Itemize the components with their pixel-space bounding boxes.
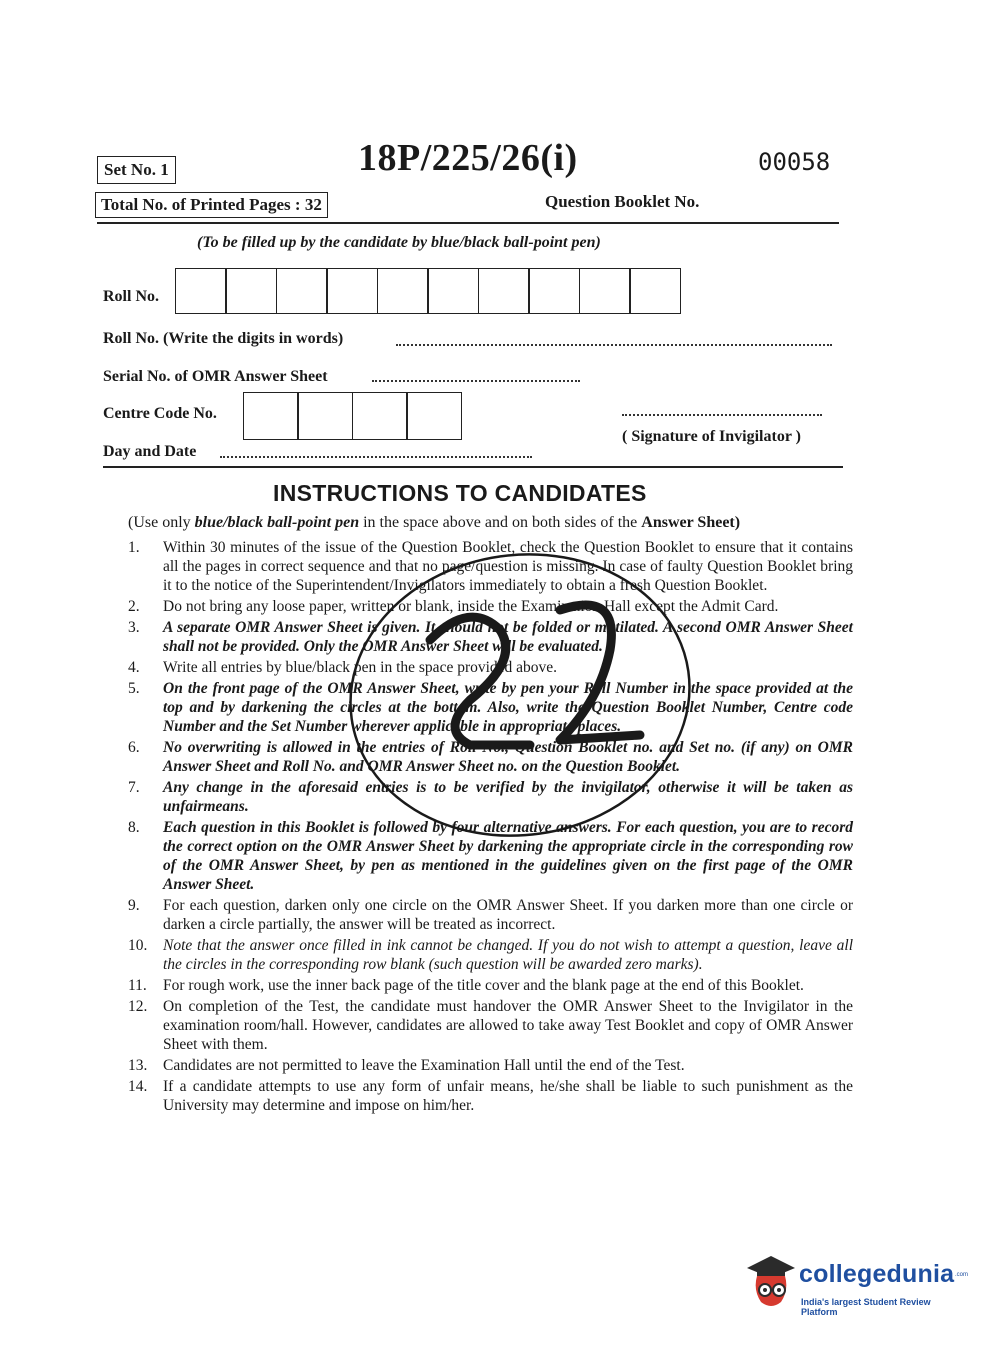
instruction-item bbox=[128, 1077, 853, 1115]
instruction-text: Write all entries by blue/black pen in the space provided above. bbox=[163, 659, 558, 676]
instruction-text: Do not bring any loose paper, written or blank, inside the Examination Hall except the Admit Card. bbox=[163, 598, 779, 615]
instructions-heading: INSTRUCTIONS TO CANDIDATES bbox=[273, 480, 647, 506]
instruction-number: 12. bbox=[128, 998, 148, 1015]
roll-no-boxes[interactable] bbox=[176, 268, 681, 314]
centre-code-boxes[interactable] bbox=[244, 392, 462, 440]
roll-in-words-label: Roll No. (Write the digits in words) bbox=[103, 330, 344, 347]
instruction-item bbox=[128, 818, 853, 894]
instruction-number: 9. bbox=[128, 897, 140, 914]
instruction-number: 10. bbox=[128, 937, 148, 954]
roll-digit-box[interactable] bbox=[579, 268, 631, 314]
mascot-icon bbox=[743, 1252, 799, 1312]
instruction-number: 1. bbox=[128, 539, 140, 556]
roll-digit-box[interactable] bbox=[175, 268, 227, 314]
fill-instruction-note: (To be filled up by the candidate by blue/black ball-point pen) bbox=[197, 234, 601, 251]
instruction-item bbox=[128, 658, 853, 677]
instruction-number: 6. bbox=[128, 739, 140, 756]
instruction-item bbox=[128, 738, 853, 776]
instruction-text: On the front page of the OMR Answer Sheet, write by pen your Roll Number in the space provided at the top and by darkening the circles at the bottom. Also, write the Question Booklet Number, Centre code Number and the Set Number wherever applicable in appropriate places. bbox=[163, 680, 853, 735]
instruction-item bbox=[128, 936, 853, 974]
booklet-number: 00058 bbox=[758, 148, 831, 176]
instruction-number: 14. bbox=[128, 1078, 148, 1095]
printed-pages-count: Total No. of Printed Pages : 32 bbox=[95, 192, 328, 218]
instruction-text: Each question in this Booklet is followed by four alternative answers. For each question, you are to record the correct option on the OMR Answer Sheet by darkening the appropriate circle in the corresponding row of the OMR Answer Sheet, by pen as mentioned in the guidelines given on the first page of the OMR Answer Sheet. bbox=[163, 819, 853, 893]
instructions-preamble bbox=[128, 514, 740, 532]
signature-field[interactable] bbox=[622, 414, 822, 416]
instruction-number: 11. bbox=[128, 977, 147, 994]
roll-digit-box[interactable] bbox=[377, 268, 429, 314]
instruction-item bbox=[128, 997, 853, 1054]
instruction-text: If a candidate attempts to use any form of unfair means, he/she shall be liable to such punishment as the University may determine and impose on him/her. bbox=[163, 1078, 853, 1114]
instruction-item bbox=[128, 1056, 853, 1075]
instruction-number: 8. bbox=[128, 819, 140, 836]
omr-serial-field[interactable] bbox=[372, 380, 580, 382]
instruction-item bbox=[128, 976, 853, 995]
instruction-text: Note that the answer once filled in ink cannot be changed. If you do not wish to attempt a question, leave all the circles in the corresponding row blank (such question will be awarded zero marks). bbox=[163, 937, 853, 973]
instruction-text: Candidates are not permitted to leave the Examination Hall until the end of the Test. bbox=[163, 1057, 685, 1074]
instruction-item bbox=[128, 896, 853, 934]
instruction-number: 5. bbox=[128, 680, 140, 697]
roll-digit-box[interactable] bbox=[478, 268, 530, 314]
signature-label: ( Signature of Invigilator ) bbox=[622, 428, 801, 445]
roll-no-label: Roll No. bbox=[103, 288, 159, 305]
instruction-item bbox=[128, 778, 853, 816]
centre-digit-box[interactable] bbox=[243, 392, 299, 440]
logo-domain: .com bbox=[955, 1272, 969, 1278]
logo-wordmark: collegedunia bbox=[799, 1260, 955, 1288]
instruction-text: No overwriting is allowed in the entries of Roll No., Question Booklet no. and Set no. (if any) on OMR Answer Sheet and Roll No. and OMR Answer Sheet no. on the Question Booklet. bbox=[163, 739, 853, 775]
instruction-number: 7. bbox=[128, 779, 140, 796]
top-divider bbox=[97, 222, 839, 224]
roll-digit-box[interactable] bbox=[528, 268, 580, 314]
instruction-number: 4. bbox=[128, 659, 140, 676]
instruction-item bbox=[128, 538, 853, 595]
preamble-emphasis: blue/black ball-point pen bbox=[194, 514, 360, 531]
omr-serial-label: Serial No. of OMR Answer Sheet bbox=[103, 368, 328, 385]
roll-digit-box[interactable] bbox=[629, 268, 681, 314]
instruction-item bbox=[128, 679, 853, 736]
day-date-field[interactable] bbox=[220, 456, 532, 458]
instruction-text: Within 30 minutes of the issue of the Question Booklet, check the Question Booklet to ensure that it contains all the pages in correct sequence and that no page/question is missing. In case of faulty Question Booklet bring it to the notice of the Superintendent/Invigilators immediately to obtain a fresh Question Booklet. bbox=[163, 539, 853, 594]
preamble-part: in the space above and on both sides of the bbox=[363, 514, 638, 531]
instruction-text: For rough work, use the inner back page of the title cover and the blank page at the end of this Booklet. bbox=[163, 977, 804, 994]
centre-digit-box[interactable] bbox=[406, 392, 462, 440]
instruction-text: On completion of the Test, the candidate must handover the OMR Answer Sheet to the Invigilator in the examination room/hall. However, candidates are allowed to take away Test Booklet and copy of OMR Answer Sheet with them. bbox=[163, 998, 853, 1053]
roll-digit-box[interactable] bbox=[427, 268, 479, 314]
form-bottom-divider bbox=[103, 466, 843, 468]
instruction-number: 2. bbox=[128, 598, 140, 615]
set-number: Set No. 1 bbox=[97, 156, 176, 184]
instruction-number: 3. bbox=[128, 619, 140, 636]
collegedunia-logo bbox=[743, 1250, 968, 1320]
roll-digit-box[interactable] bbox=[326, 268, 378, 314]
paper-code: 18P/225/26(i) bbox=[358, 137, 578, 179]
centre-digit-box[interactable] bbox=[352, 392, 408, 440]
instruction-list bbox=[128, 538, 853, 1117]
centre-digit-box[interactable] bbox=[297, 392, 353, 440]
centre-code-label: Centre Code No. bbox=[103, 405, 217, 422]
preamble-answer-sheet: Answer Sheet) bbox=[641, 514, 741, 531]
roll-digit-box[interactable] bbox=[276, 268, 328, 314]
booklet-number-label: Question Booklet No. bbox=[545, 192, 700, 211]
logo-tagline: India's largest Student Review Platform bbox=[801, 1297, 931, 1317]
instruction-number: 13. bbox=[128, 1057, 148, 1074]
instruction-text: Any change in the aforesaid entries is to be verified by the invigilator, otherwise it will be taken as unfairmeans. bbox=[163, 779, 853, 815]
instruction-item bbox=[128, 597, 853, 616]
instruction-item bbox=[128, 618, 853, 656]
roll-in-words-field[interactable] bbox=[396, 344, 832, 346]
instruction-text: A separate OMR Answer Sheet is given. It should not be folded or mutilated. A second OMR Answer Sheet shall not be provided. Only the OMR Answer Sheet will be evaluated. bbox=[163, 619, 853, 655]
roll-digit-box[interactable] bbox=[225, 268, 277, 314]
preamble-part: (Use only bbox=[128, 514, 191, 531]
day-date-label: Day and Date bbox=[103, 443, 197, 460]
instruction-text: For each question, darken only one circle on the OMR Answer Sheet. If you darken more than one circle or darken a circle partially, the answer will be treated as incorrect. bbox=[163, 897, 853, 933]
